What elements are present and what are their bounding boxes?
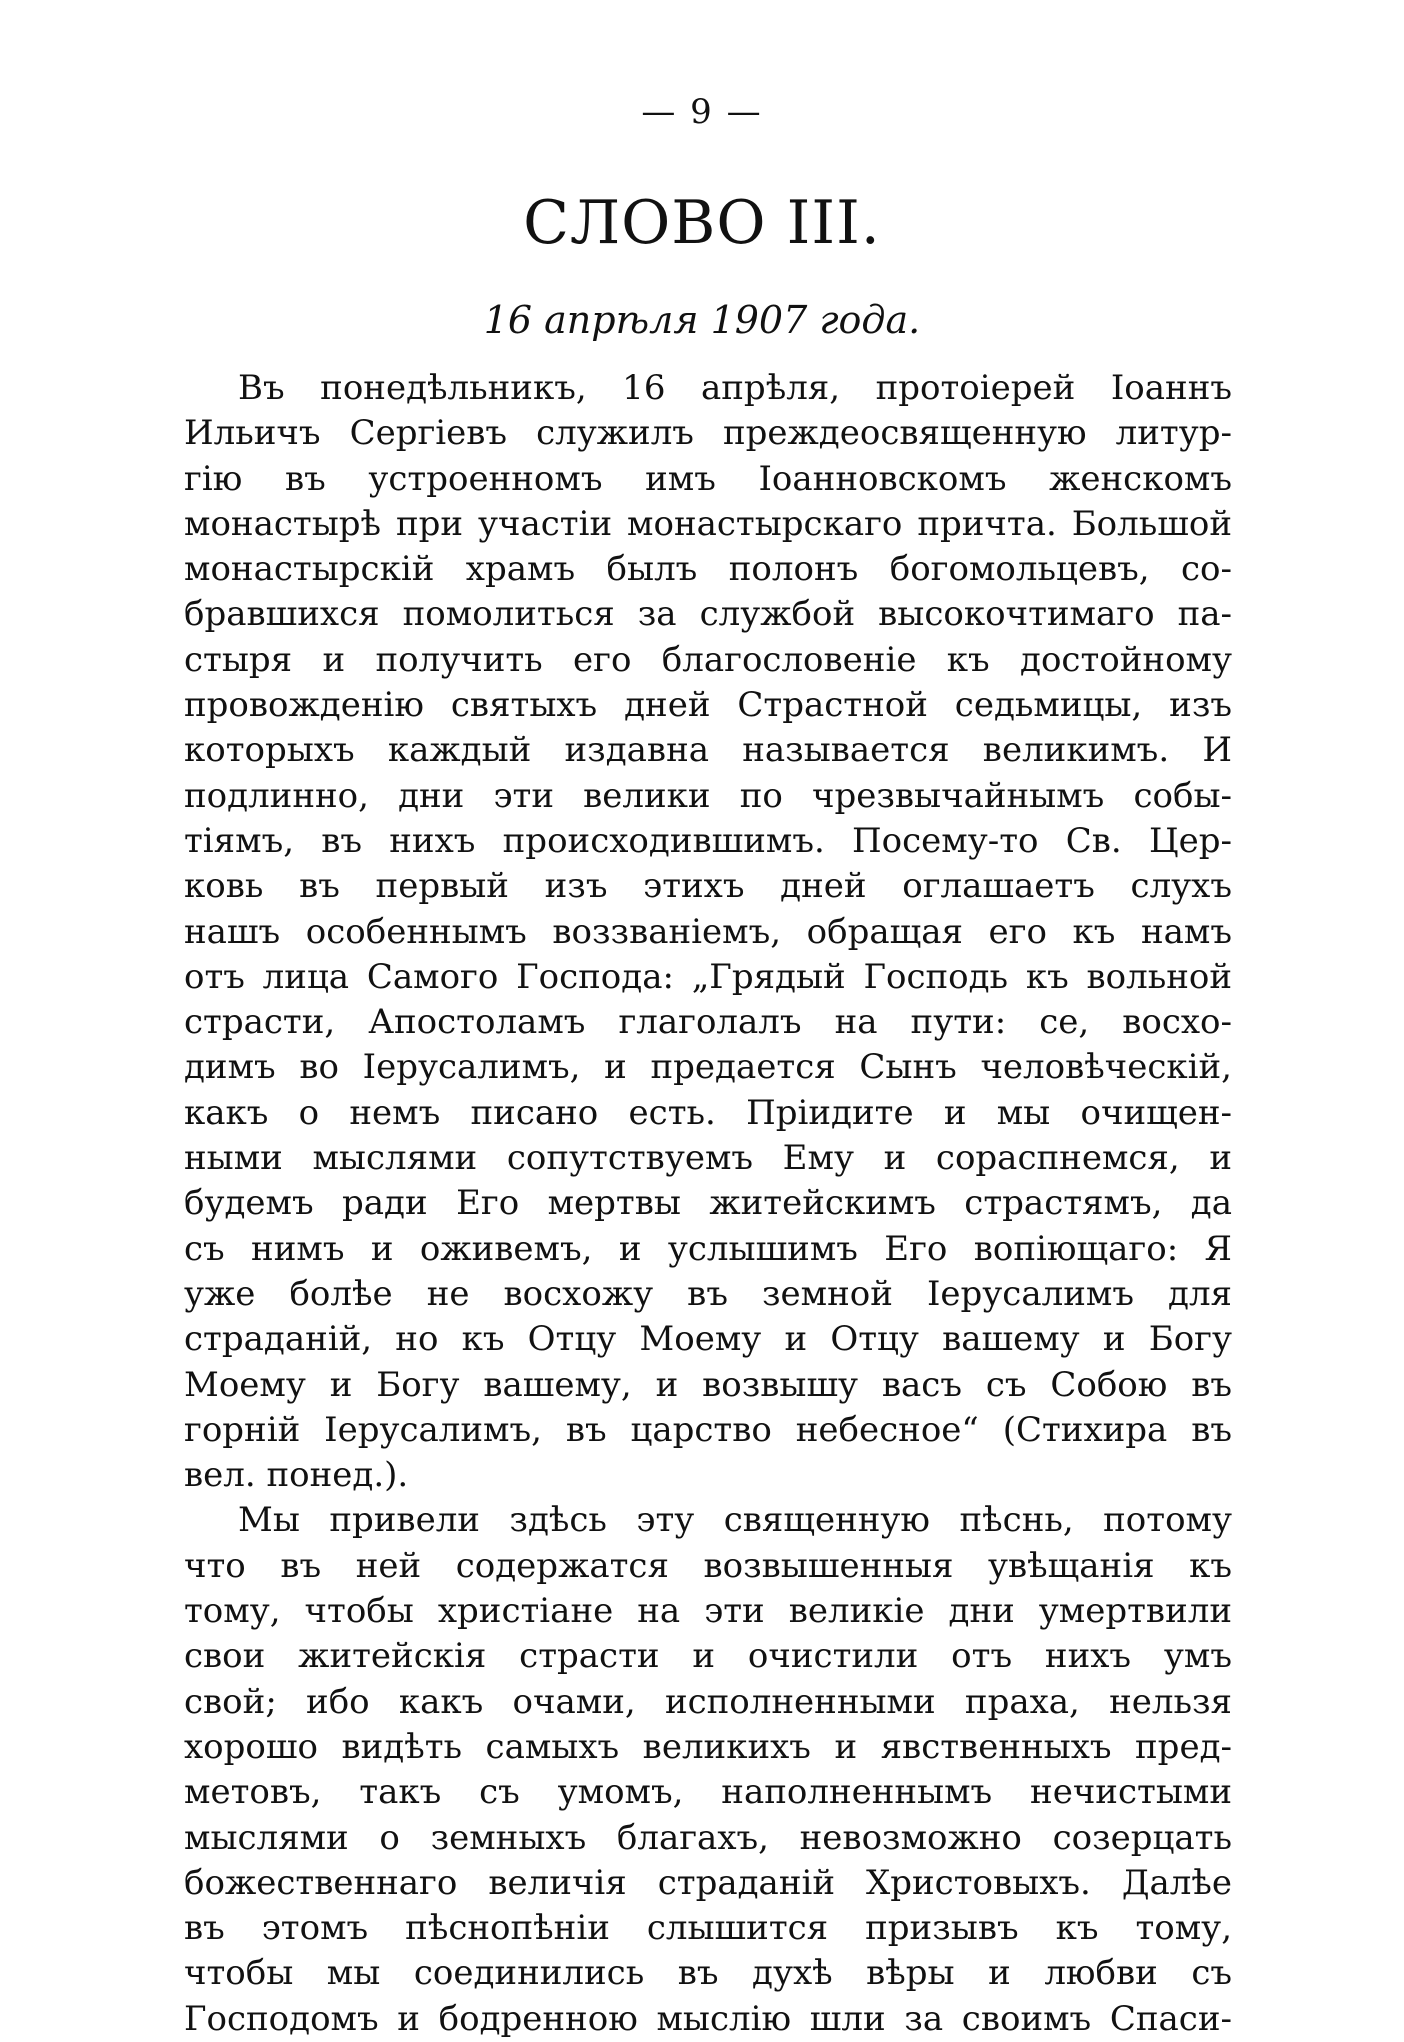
text-line: Господомъ и бодренною мыслію шли за своимъ Спаси- xyxy=(184,1998,1232,2039)
text-line: монастырскій храмъ былъ полонъ богомольцевъ, со- xyxy=(184,549,1232,590)
text-line: гію въ устроенномъ имъ Іоанновскомъ женскомъ xyxy=(184,458,1232,499)
sermon-date: 16 апрѣля 1907 года. xyxy=(483,298,921,342)
text-line: стыря и получить его благословеніе къ достойному xyxy=(184,639,1232,680)
text-line: тіямъ, въ нихъ происходившимъ. Посему-то Св. Цер- xyxy=(184,820,1232,861)
text-line: Въ понедѣльникъ, 16 апрѣля, протоіерей Іоаннъ xyxy=(238,368,1232,408)
text-line: страданій, но къ Отцу Моему и Отцу вашему и Богу xyxy=(184,1319,1232,1360)
text-line: нашъ особеннымъ воззваніемъ, обращая его къ намъ xyxy=(184,911,1232,952)
text-line: димъ во Іерусалимъ, и предается Сынъ человѣческій, xyxy=(184,1047,1232,1088)
body-text xyxy=(184,366,1232,2042)
text-line: что въ ней содержатся возвышенныя увѣщанія къ xyxy=(184,1545,1232,1586)
sermon-title: СЛОВО III. xyxy=(523,188,881,258)
text-line: провожденію святыхъ дней Страстной седьмицы, изъ xyxy=(184,685,1232,726)
page-number: — 9 — xyxy=(641,92,763,132)
text-line: чтобы мы соединились въ духѣ вѣры и любви съ xyxy=(184,1953,1232,1994)
text-line: хорошо видѣть самыхъ великихъ и явственныхъ пред- xyxy=(184,1726,1232,1767)
text-line: божественнаго величія страданій Христовыхъ. Далѣе xyxy=(184,1862,1232,1903)
text-line: Ильичъ Сергіевъ служилъ преждеосвященную литур- xyxy=(184,413,1232,454)
text-line: Моему и Богу вашему, и возвышу васъ съ Собою въ xyxy=(184,1364,1232,1405)
text-line: ковь въ первый изъ этихъ дней оглашаетъ слухъ xyxy=(184,866,1232,907)
text-line: отъ лица Самого Господа: „Грядый Господь къ вольной xyxy=(184,956,1232,997)
text-line: вел. понед.). xyxy=(184,1455,409,1496)
text-line: которыхъ каждый издавна называется великимъ. И xyxy=(184,730,1232,771)
text-line: бравшихся помолиться за службой высокочтимаго па- xyxy=(184,594,1232,635)
text-line: какъ о немъ писано есть. Пріидите и мы очищен- xyxy=(184,1092,1232,1133)
text-line: подлинно, дни эти велики по чрезвычайнымъ собы- xyxy=(184,775,1232,816)
text-line: мыслями о земныхъ благахъ, невозможно созерцать xyxy=(184,1817,1232,1858)
text-line: въ этомъ пѣснопѣніи слышится призывъ къ тому, xyxy=(184,1908,1232,1949)
text-line: съ нимъ и оживемъ, и услышимъ Его вопіющаго: Я xyxy=(184,1228,1232,1269)
text-line: страсти, Апостоламъ глаголалъ на пути: се, восхо- xyxy=(184,1002,1232,1043)
text-line: уже болѣе не восхожу въ земной Іерусалимъ для xyxy=(184,1273,1232,1314)
text-line: свой; ибо какъ очами, исполненными праха, нельзя xyxy=(184,1681,1232,1722)
text-line: будемъ ради Его мертвы житейскимъ страстямъ, да xyxy=(184,1183,1232,1224)
text-line: горній Іерусалимъ, въ царство небесное“ (Стихира въ xyxy=(184,1409,1232,1450)
text-line: ными мыслями сопутствуемъ Ему и сораспнемся, и xyxy=(184,1138,1232,1179)
text-line: тому, чтобы христіане на эти великіе дни умертвили xyxy=(184,1591,1232,1632)
text-line: Мы привели здѣсь эту священную пѣснь, потому xyxy=(238,1500,1232,1541)
text-line: свои житейскія страсти и очистили отъ нихъ умъ xyxy=(184,1636,1232,1677)
text-line: монастырѣ при участіи монастырскаго причта. Большой xyxy=(184,503,1232,544)
text-line: метовъ, такъ съ умомъ, наполненнымъ нечистыми xyxy=(184,1772,1232,1813)
